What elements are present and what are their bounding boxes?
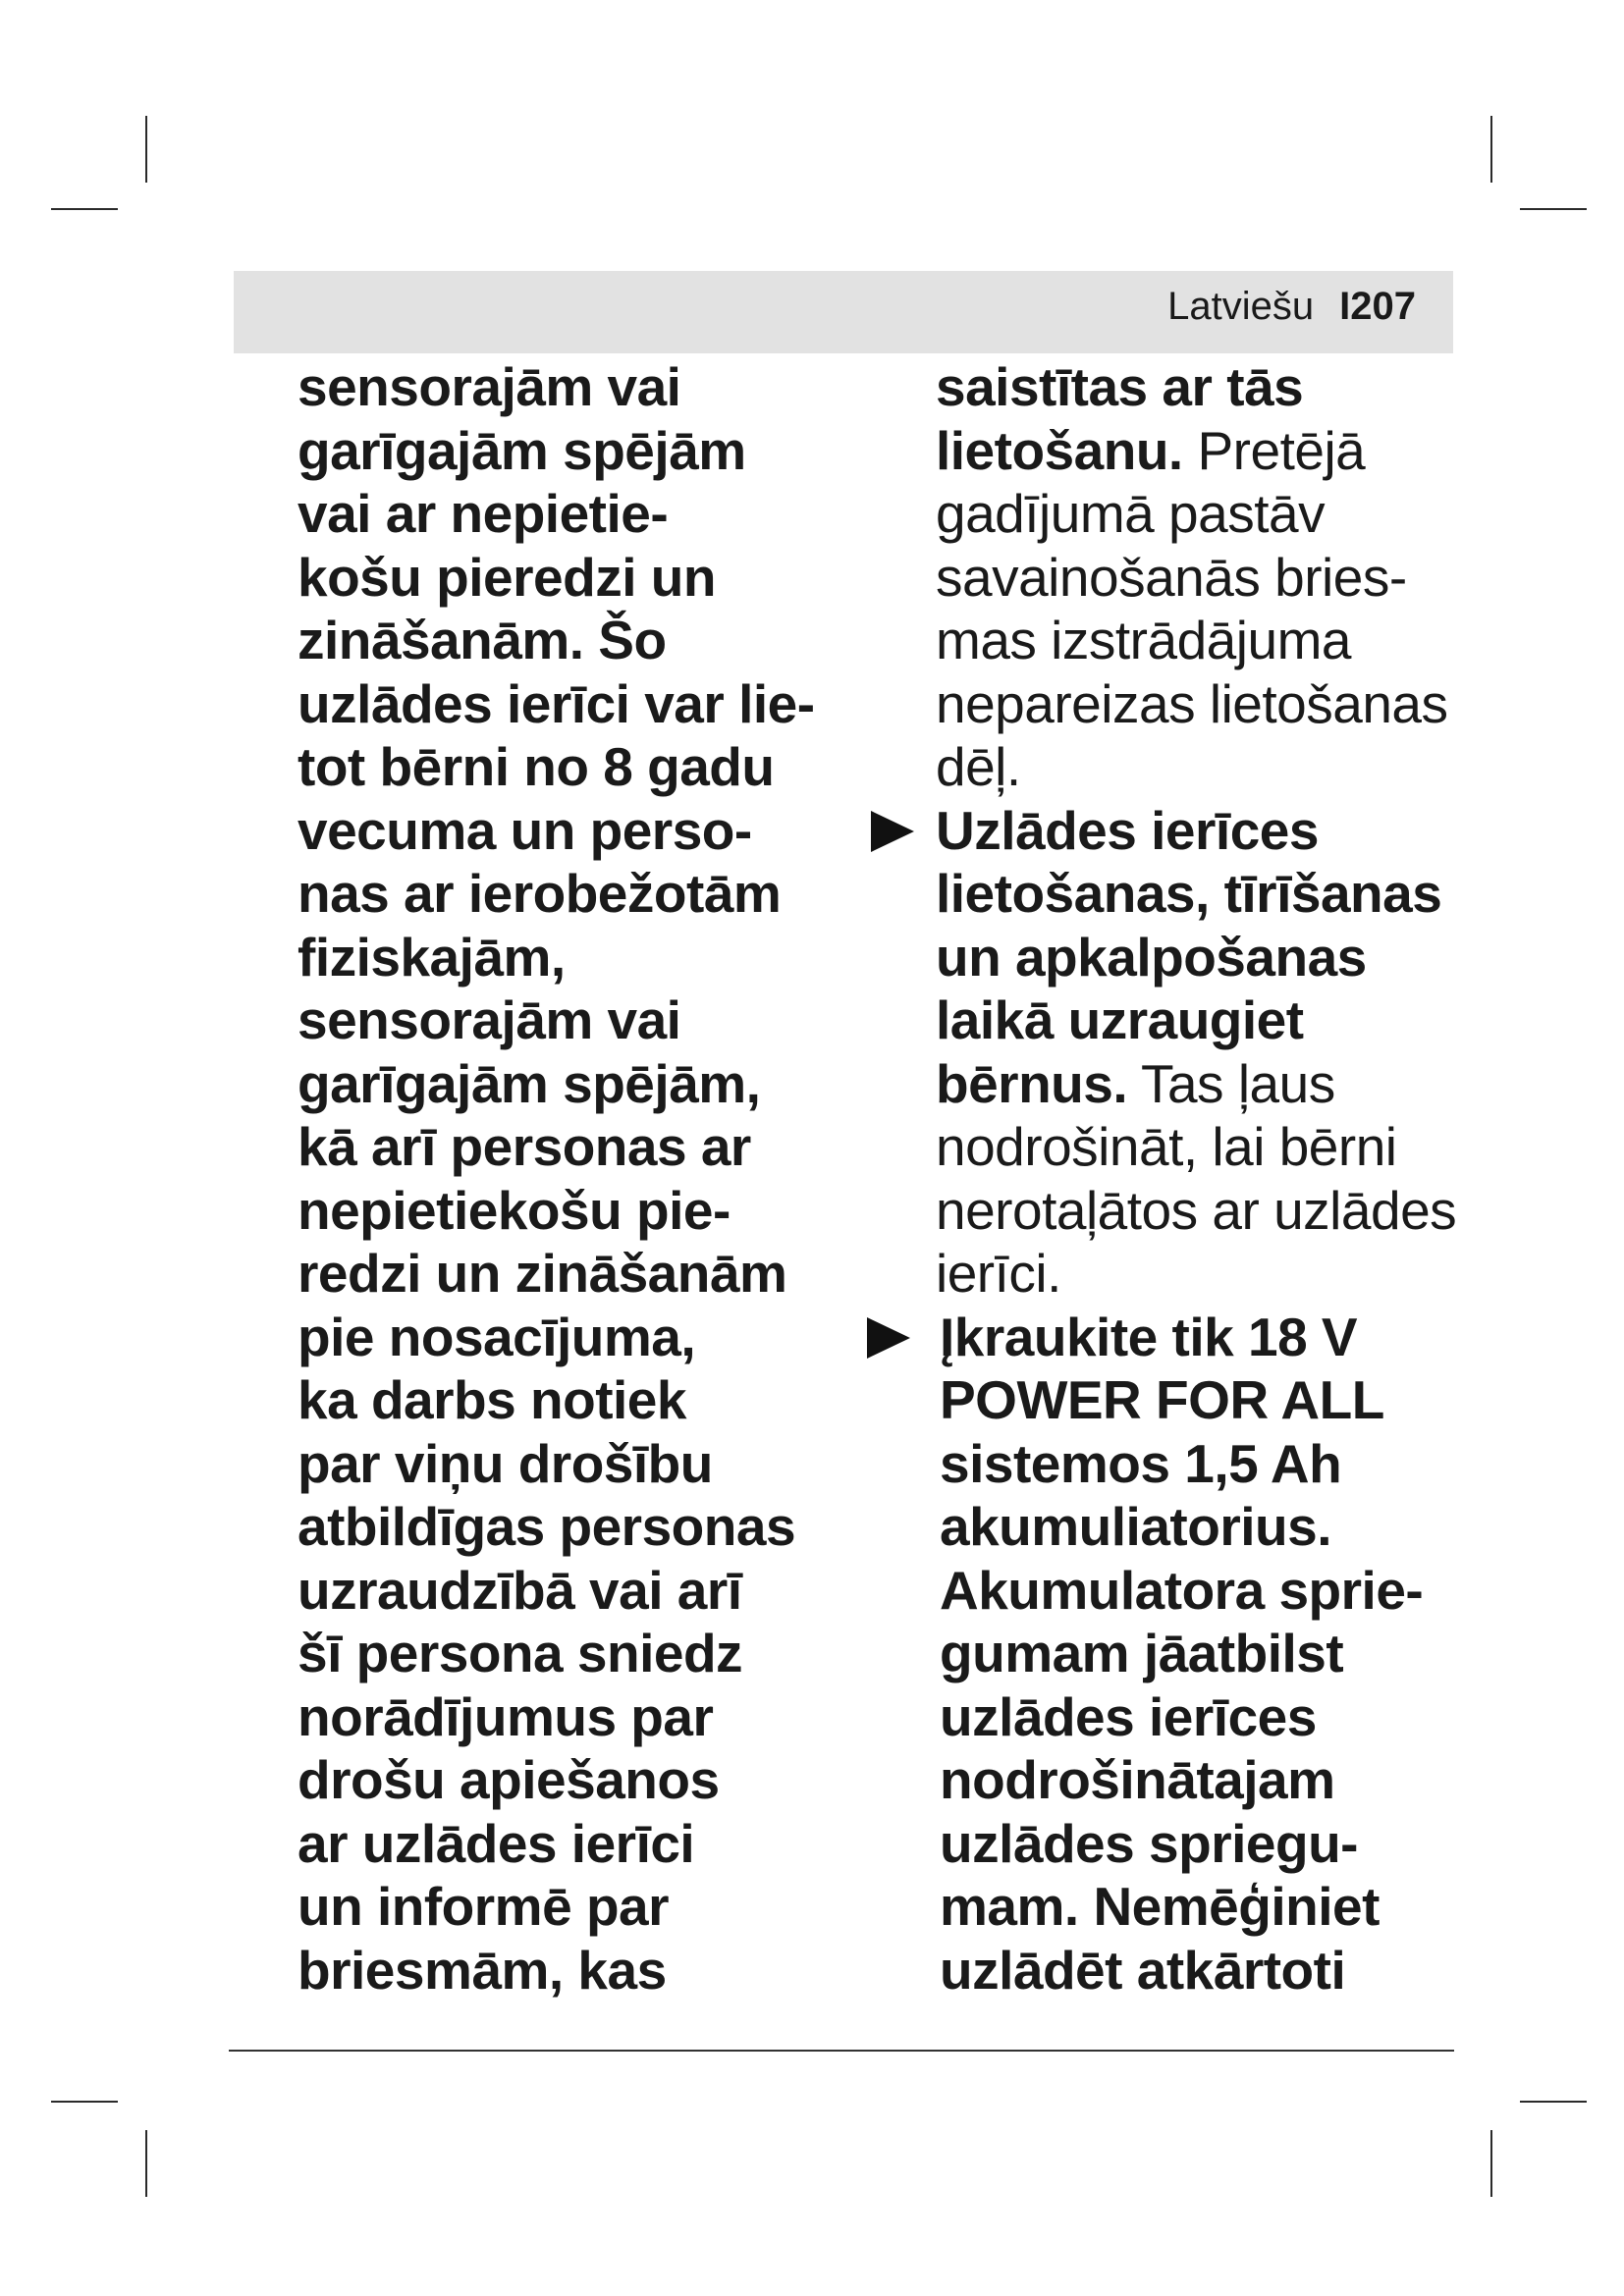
bullet-item-battery-charging xyxy=(936,1306,1456,2002)
left-column xyxy=(298,355,828,2002)
text-line: lietošanas, tīrīšanas xyxy=(936,863,1442,924)
bullet-triangle-icon xyxy=(867,1317,910,1359)
crop-mark xyxy=(145,116,147,183)
text-line: uzlādes ierīci var lie- xyxy=(298,672,815,734)
text-line: Įkraukite tik 18 V xyxy=(940,1306,1358,1367)
text-line: savainošanās bries- xyxy=(936,546,1407,608)
text-line: šī persona sniedz xyxy=(298,1623,743,1683)
text-line: atbildīgas personas xyxy=(298,1496,796,1557)
text-line: gumam jāatbilst xyxy=(940,1623,1344,1683)
text-line: pie nosacījuma, xyxy=(298,1306,696,1367)
text-line: POWER FOR ALL xyxy=(940,1369,1384,1430)
text-line: uzraudzībā vai arī xyxy=(298,1559,742,1621)
text-line: nepareizas lietošanas xyxy=(936,672,1448,734)
continuation-paragraph xyxy=(936,355,1456,799)
emphasis-text: bērnus. xyxy=(936,1052,1128,1114)
text-line: briesmām, kas xyxy=(298,1939,667,2001)
crop-mark xyxy=(1520,208,1587,210)
text-line: drošu apiešanos xyxy=(298,1749,720,1810)
text-line: saistītas ar tās xyxy=(936,356,1304,417)
footer-rule xyxy=(229,2050,1454,2052)
text-line: sensorajām vai xyxy=(298,989,681,1050)
emphasis-text: lietošanu. xyxy=(936,419,1183,481)
text-line: ierīci. xyxy=(936,1243,1061,1304)
text-line xyxy=(936,1052,1456,1116)
crop-mark xyxy=(1490,116,1492,183)
crop-mark xyxy=(145,2130,147,2197)
text-line: zināšanām. Šo xyxy=(298,610,667,670)
text-line: vecuma un perso- xyxy=(298,799,752,861)
text-line: uzlādes ierīces xyxy=(940,1685,1317,1747)
text-line: fiziskajām, xyxy=(298,926,566,988)
text-line: košu pieredzi un xyxy=(298,546,716,608)
text-line xyxy=(936,419,1456,483)
text-line: uzlādēt atkārtoti xyxy=(940,1939,1346,2001)
text-line: nerotaļātos ar uzlādes xyxy=(936,1179,1457,1241)
body-text: Tas ļaus xyxy=(1127,1052,1335,1114)
bullet-triangle-icon xyxy=(871,811,914,852)
text-line: un apkalpošanas xyxy=(936,926,1367,988)
text-line: akumuliatorius. xyxy=(940,1496,1331,1557)
text-line: tot bērni no 8 gadu xyxy=(298,736,775,797)
text-line: gadījumā pastāv xyxy=(936,483,1326,544)
body-text: Pretējā xyxy=(1182,419,1366,481)
crop-mark xyxy=(1490,2130,1492,2197)
page-header xyxy=(234,271,1453,353)
page-number: I207 xyxy=(1339,285,1416,328)
text-line: dēļ. xyxy=(936,736,1021,797)
text-line: mas izstrādājuma xyxy=(936,610,1351,670)
text-line: mam. Nemēģiniet xyxy=(940,1876,1380,1937)
text-line: garīgajām spējām xyxy=(298,419,746,481)
header-text xyxy=(1167,283,1416,330)
text-line: sistemos 1,5 Ah xyxy=(940,1432,1342,1494)
text-line: uzlādes spriegu- xyxy=(940,1812,1358,1874)
text-line: garīgajām spējām, xyxy=(298,1052,761,1114)
text-line: ar uzlādes ierīci xyxy=(298,1812,695,1874)
text-line: ka darbs notiek xyxy=(298,1369,686,1430)
right-column xyxy=(936,355,1456,2002)
text-line: norādījumus par xyxy=(298,1685,714,1747)
text-line: laikā uzraugiet xyxy=(936,989,1304,1050)
text-line: Akumulatora sprie- xyxy=(940,1559,1424,1621)
text-line: nepietiekošu pie- xyxy=(298,1179,731,1241)
text-line: nodrošināt, lai bērni xyxy=(936,1116,1397,1177)
text-line: nas ar ierobežotām xyxy=(298,863,782,924)
text-line: vai ar nepietie- xyxy=(298,483,669,544)
crop-mark xyxy=(1520,2101,1587,2103)
text-line: redzi un zināšanām xyxy=(298,1243,787,1304)
crop-mark xyxy=(51,208,118,210)
text-line: Uzlādes ierīces xyxy=(936,799,1319,861)
text-line: sensorajām vai xyxy=(298,356,681,417)
header-language: Latviešu xyxy=(1167,285,1315,328)
crop-mark xyxy=(51,2101,118,2103)
text-line: kā arī personas ar xyxy=(298,1116,751,1177)
text-line: nodrošinātajam xyxy=(940,1749,1335,1810)
text-line: par viņu drošību xyxy=(298,1432,713,1494)
text-line: un informē par xyxy=(298,1876,670,1937)
bullet-item-supervise-children xyxy=(936,799,1456,1306)
